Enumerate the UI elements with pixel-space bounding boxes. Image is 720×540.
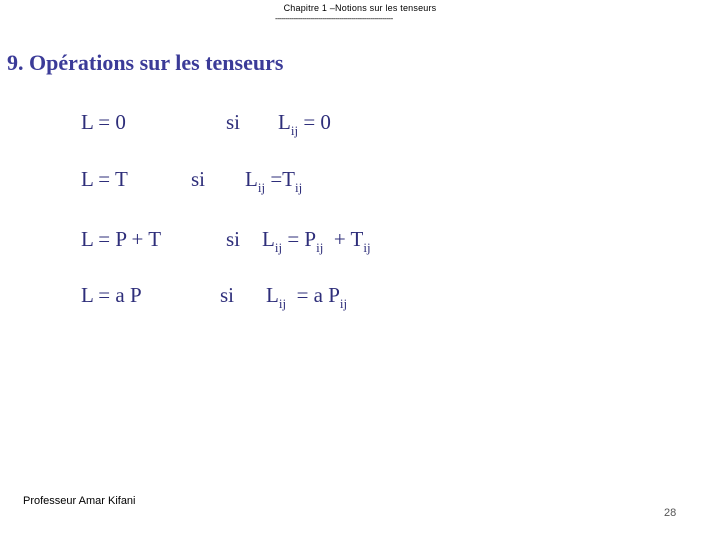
equation-3-si: si: [226, 227, 241, 251]
page-number: 28: [664, 507, 677, 519]
equation-4-rhs: $L_{ij} = a$ $P_{ij}$: [266, 283, 348, 311]
section-title: 9. Opérations sur les tenseurs: [7, 50, 284, 75]
equation-1-si: si: [226, 110, 241, 134]
equation-3-lhs: L = P + T: [81, 227, 162, 251]
equation-4-lhs: L = a P: [81, 283, 142, 307]
equation-2-lhs: L = T: [81, 167, 128, 191]
header-title: Chapitre 1 –Notions sur les tenseurs: [283, 3, 437, 13]
equation-1-rhs: $L_{ij} = 0$: [278, 110, 331, 138]
header-rule: ---------------------------------------------------------: [275, 15, 393, 23]
equation-4-si: si: [220, 283, 235, 307]
footer-author: Professeur Amar Kifani: [23, 495, 136, 507]
equation-3-rhs: $L_{ij} = P_{ij} + T_{ij}$: [262, 227, 371, 255]
equation-2-rhs: $L_{ij} =T_{ij}$: [245, 167, 303, 195]
equation-2-si: si: [191, 167, 206, 191]
equation-1-lhs: L = 0: [81, 110, 126, 134]
